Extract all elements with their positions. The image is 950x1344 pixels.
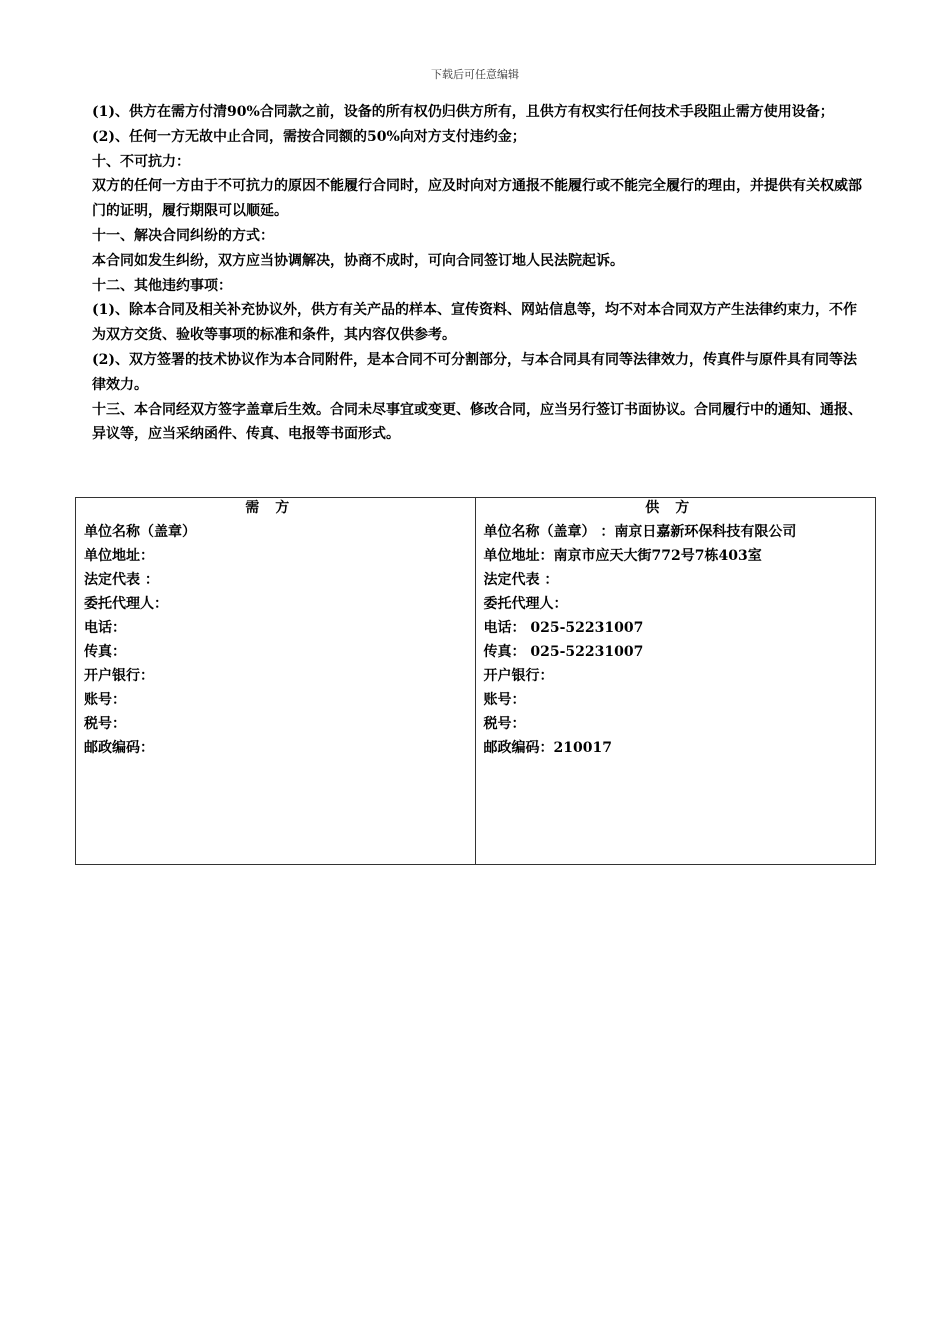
buyer-postcode: 邮政编码：: [84, 740, 154, 756]
section-heading: 十、不可抗力：: [92, 153, 190, 170]
supplier-fax: 传真： 025-52231007: [483, 644, 644, 660]
clause-paragraph: (2)、任何一方无故中止合同，需按合同额的50%向对方支付违约金；: [92, 128, 526, 145]
buyer-company-name: 单位名称（盖章）: [84, 524, 196, 540]
supplier-column: [476, 498, 876, 864]
clause-paragraph: 本合同如发生纠纷，双方应当协调解决，协商不成时，可向合同签订地人民法院起诉。: [92, 252, 624, 269]
section-heading: 十二、其他违约事项：: [92, 277, 232, 294]
buyer-column: [76, 498, 476, 864]
supplier-tax-id: 税号：: [483, 716, 526, 732]
party-info-table: [75, 497, 876, 865]
supplier-company-name: 单位名称（盖章） ：南京日嘉新环保科技有限公司: [483, 524, 797, 540]
buyer-bank: 开户银行：: [84, 668, 154, 684]
supplier-account: 账号：: [483, 692, 526, 708]
buyer-account: 账号：: [84, 692, 126, 708]
supplier-bank: 开户银行：: [483, 668, 554, 684]
supplier-heading: 供方: [645, 500, 706, 516]
page-header-note: 下载后可任意编辑: [431, 68, 519, 81]
buyer-phone: 电话：: [84, 620, 126, 636]
section-heading: 十一、解决合同纠纷的方式：: [92, 227, 274, 244]
supplier-legal-rep: 法定代表 ：: [483, 572, 559, 588]
clause-paragraph: (2)、双方签署的技术协议作为本合同附件，是本合同不可分割部分，与本合同具有同等法律效力，传真件与原件具有同等法律效力。: [92, 351, 857, 393]
buyer-agent: 委托代理人：: [84, 596, 168, 612]
clause-paragraph: 双方的任何一方由于不可抗力的原因不能履行合同时，应及时向对方通报不能履行或不能完全履行的理由，并提供有关权威部门的证明，履行期限可以顺延。: [92, 178, 862, 220]
supplier-postcode: 邮政编码：210017: [483, 740, 612, 756]
contract-body: [92, 100, 864, 447]
supplier-agent: 委托代理人：: [483, 596, 568, 612]
clause-paragraph: (1)、供方在需方付清90%合同款之前，设备的所有权仍归供方所有，且供方有权实行任何技术手段阻止需方使用设备；: [92, 104, 834, 120]
buyer-address: 单位地址：: [84, 548, 154, 564]
clause-paragraph: 十三、本合同经双方签字盖章后生效。合同未尽事宜或变更、修改合同，应当另行签订书面协议。合同履行中的通知、通报、异议等，应当采纳函件、传真、电报等书面形式。: [92, 401, 862, 443]
buyer-legal-rep: 法定代表 ：: [84, 572, 159, 588]
supplier-phone: 电话： 025-52231007: [483, 620, 644, 636]
supplier-address: 单位地址：南京市应天大街772号7栋403室: [483, 548, 762, 564]
buyer-heading: 需方: [245, 500, 306, 516]
clause-paragraph: (1)、除本合同及相关补充协议外，供方有关产品的样本、宣传资料、网站信息等，均不对本合同双方产生法律约束力，不作为双方交货、验收等事项的标准和条件，其内容仅供参考。: [92, 302, 857, 344]
buyer-tax-id: 税号：: [84, 716, 126, 732]
buyer-fax: 传真：: [84, 644, 126, 660]
